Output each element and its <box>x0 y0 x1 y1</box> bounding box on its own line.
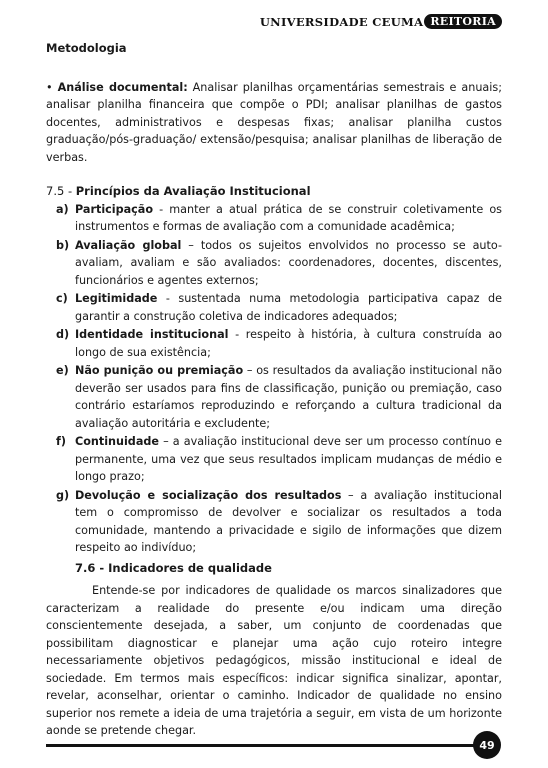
item-term: Legitimidade <box>75 292 158 305</box>
item-letter: f) <box>56 435 66 448</box>
section-75-number: 7.5 - <box>46 184 76 198</box>
methodology-text: Analisar planilhas orçamentárias semestrais e anuais; analisar planilha financeira que compõe o PDI; analisar planilhas de gastos docentes, administrativos e despesas fixas; analisar planilha custos graduação/pós-graduação/ extensão/pesquisa; analisar planilhas de liberação de verbas. <box>46 80 502 164</box>
item-letter: a) <box>56 202 69 216</box>
item-text: – os resultados da avaliação institucional não deverão ser usados para fins de classificação, punição ou premiação, caso contrário estaríamos reproduzindo e reforçando a cultura tradicional da avaliação autoritária e excludente; <box>75 364 502 430</box>
item-text: – a avaliação institucional tem o compromisso de devolver e socializar os resultados a toda comunidade, mantendo a privacidade e sigilo de informações que dizem respeito ao indivíduo; <box>75 488 502 554</box>
item-letter: c) <box>56 292 68 305</box>
university-name: UNIVERSIDADE CEUMA <box>259 14 424 29</box>
item-text: - sustentada numa metodologia participativa capaz de garantir a construção coletiva de indicadores adequados; <box>75 292 502 323</box>
item-letter: b) <box>56 238 70 252</box>
item-letter: d) <box>56 328 70 341</box>
item-letter: g) <box>56 488 70 502</box>
methodology-paragraph <box>46 79 502 167</box>
methodology-term: Análise documental: <box>57 80 188 94</box>
item-term: Avaliação global <box>75 238 182 252</box>
item-term: Participação <box>75 202 154 216</box>
list-item <box>46 237 502 290</box>
list-item <box>46 326 502 361</box>
item-text: - respeito à história, à cultura construída ao longo de sua existência; <box>75 328 502 359</box>
list-item <box>46 487 502 557</box>
item-term: Identidade institucional <box>75 328 229 341</box>
list-item <box>46 290 502 325</box>
page-number-badge <box>473 731 501 759</box>
list-item <box>46 362 502 432</box>
item-text: - manter a atual prática de se construir coletivamente os instrumentos e formas de avaliação com a comunidade acadêmica; <box>75 202 502 233</box>
list-item <box>46 201 502 236</box>
item-text: – a avaliação institucional deve ser um processo contínuo e permanente, uma vez que seus resultados implicam mudanças de médio e longo prazo; <box>75 435 502 483</box>
page-number: 49 <box>479 738 495 752</box>
item-term: Devolução e socialização dos resultados <box>75 488 342 502</box>
section-76-paragraph: Entende-se por indicadores de qualidade os marcos sinalizadores que caracterizam a realidade do presente e/ou indicam uma direção conscientemente desejada, a saber, um conjunto de coordenadas que possibilitam diagnosticar e planejar uma ação cujo roteiro integre necessariamente objetivos pedagógicos, missão institucional e ideal de sociedade. Em termos mais específicos: indicar significa sinalizar, apontar, revelar, aconselhar, orientar o caminho. Indicador de qualidade no ensino superior nos remete a ideia de uma trajetória a seguir, em vista de um horizonte aonde se pretende chegar. <box>46 584 502 737</box>
methodology-heading: Metodologia <box>46 41 127 55</box>
reitoria-tag: REITORIA <box>424 14 502 29</box>
item-term: Continuidade <box>75 435 159 448</box>
section-75-heading <box>46 183 502 201</box>
section-75-title: Princípios da Avaliação Institucional <box>75 184 311 198</box>
footer-divider <box>46 744 478 747</box>
bullet: • <box>46 80 53 94</box>
item-text: – todos os sujeitos envolvidos no processo se auto-avaliam, avaliam e são avaliados: coordenadores, docentes, discentes, funcionários e agentes externos; <box>75 238 502 287</box>
principles-list <box>46 201 502 557</box>
item-term: Não punição ou premiação <box>75 364 244 377</box>
page-content <box>46 40 502 740</box>
item-letter: e) <box>56 364 69 377</box>
list-item <box>46 433 502 486</box>
page-header <box>260 14 502 29</box>
section-76-heading: 7.6 - Indicadores de qualidade <box>75 560 272 575</box>
